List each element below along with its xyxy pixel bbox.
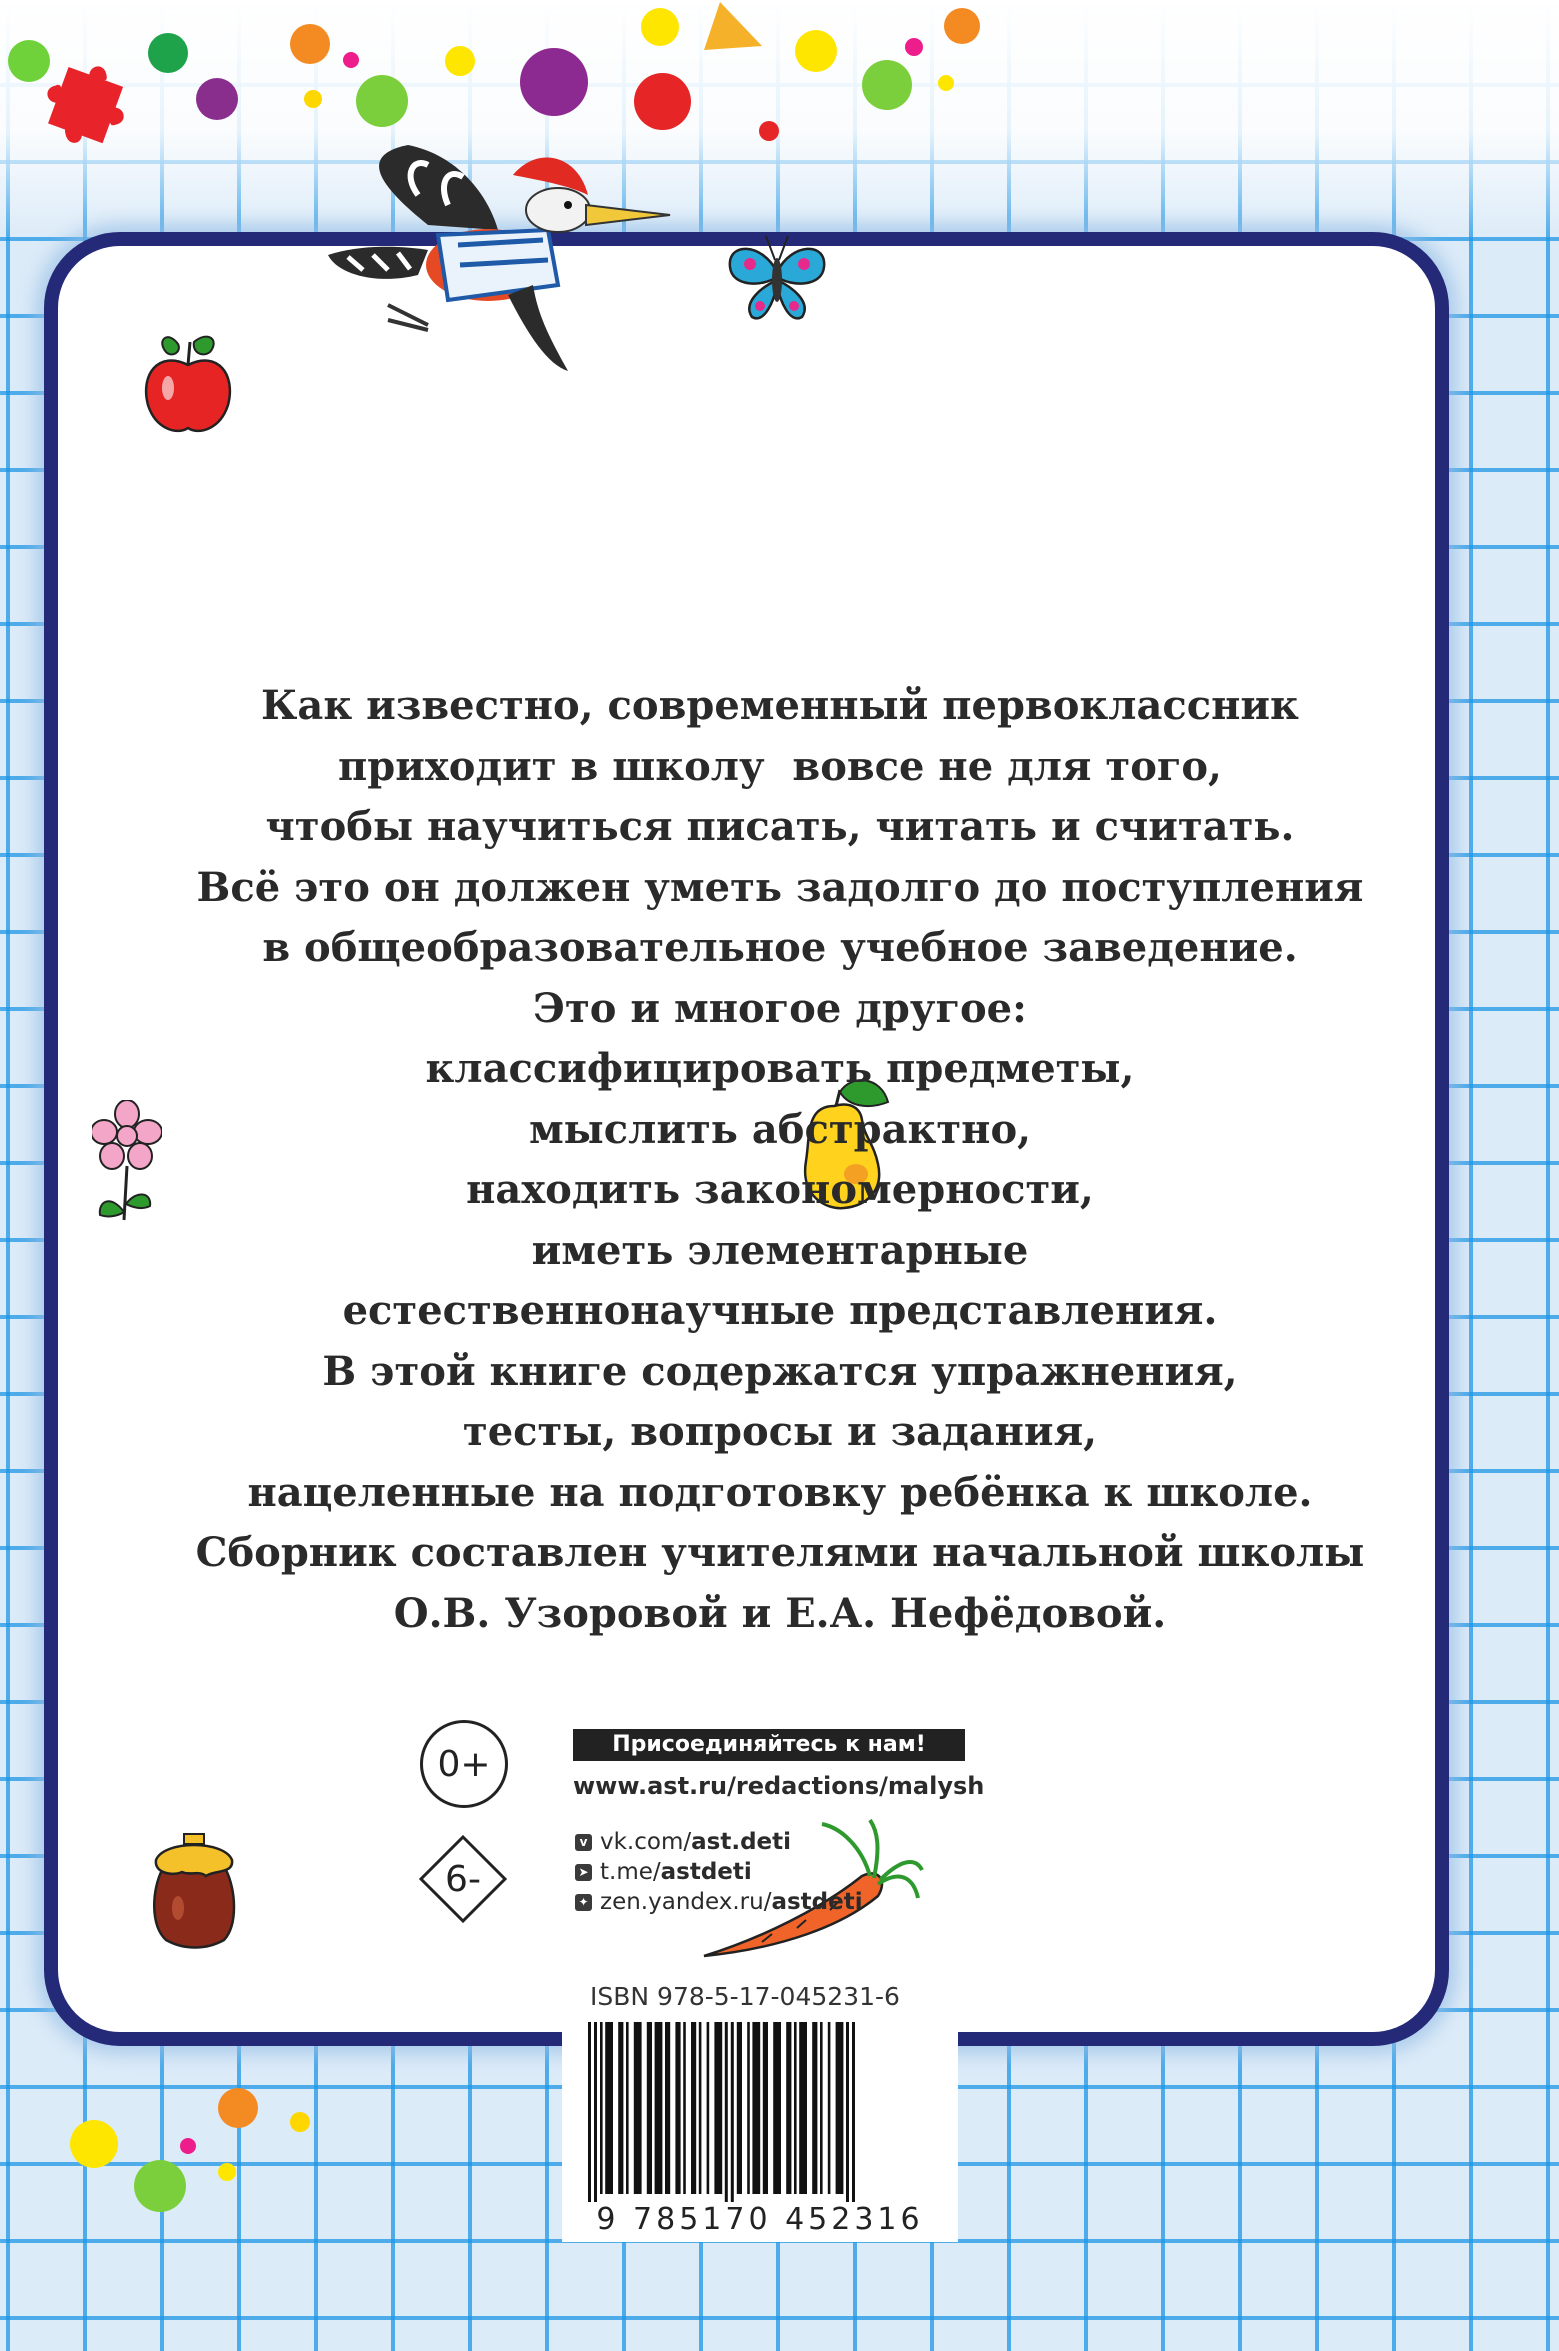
social-handle: ast.deti [691, 1829, 792, 1855]
description-line: мыслить абстрактно, [528, 1105, 1032, 1153]
social-prefix: vk.com/ [600, 1829, 692, 1855]
social-link-zen[interactable] [575, 1889, 863, 1915]
description-line: находить закономерности, [466, 1166, 1094, 1213]
social-prefix: zen.yandex.ru/ [600, 1889, 772, 1915]
age-recommendation-badge [419, 1835, 507, 1923]
triangle-shape [700, 0, 764, 52]
description-line: Всё это он должен уметь задолго до поступления [196, 863, 1364, 911]
description-line: приходит в школу вовсе не для того, [338, 742, 1222, 790]
barcode [562, 2016, 958, 2242]
description-line: Как известно, современный первоклассник [261, 682, 1299, 729]
description-line: Сборник составлен учителями начальной школы [195, 1529, 1365, 1576]
description-line: в общеобразовательное учебное заведение. [262, 924, 1298, 971]
puzzle-piece-icon [38, 55, 134, 147]
telegram-icon: ➤ [575, 1864, 592, 1881]
sky-background [0, 0, 1559, 240]
vk-icon: v [575, 1834, 592, 1851]
butterfly-illustration [722, 232, 832, 324]
social-handle: astdeti [660, 1859, 752, 1885]
publisher-website-link[interactable]: www.ast.ru/redactions/malysh [573, 1772, 985, 1800]
description-line: естественнонаучные представления. [342, 1287, 1218, 1334]
join-us-banner: Присоединяйтесь к нам! [573, 1729, 965, 1761]
barcode-digits: 9 785170 452316 [596, 2202, 924, 2237]
barcode-bars-icon [562, 2016, 958, 2202]
description-line: нацеленные на подготовку ребёнка к школе. [247, 1468, 1313, 1516]
age-rating-badge: 0+ [420, 1720, 508, 1808]
isbn-label: ISBN 978-5-17-045231-6 [590, 1982, 900, 2011]
description-line: Это и многое другое: [533, 984, 1027, 1032]
description-line: иметь элементарные [531, 1226, 1029, 1274]
description-line: В этой книге содержатся упражнения, [322, 1347, 1238, 1395]
social-handle: astdeti [771, 1889, 863, 1915]
social-link-telegram[interactable] [575, 1859, 752, 1885]
honey-jar-illustration [144, 1830, 244, 1950]
description-line: О.В. Узоровой и Е.А. Нефёдовой. [393, 1589, 1167, 1637]
description-line: тесты, вопросы и задания, [462, 1408, 1098, 1455]
social-prefix: t.me/ [600, 1859, 661, 1885]
book-description [130, 676, 1430, 1644]
woodpecker-illustration [318, 135, 678, 375]
apple-illustration [138, 330, 238, 440]
description-line: чтобы научиться писать, читать и считать. [265, 803, 1295, 850]
age-recommendation-label: 6- [445, 1858, 481, 1900]
zen-icon: ✦ [575, 1894, 592, 1911]
description-line: классифицировать предметы, [425, 1045, 1135, 1092]
social-link-vk[interactable] [575, 1829, 791, 1855]
